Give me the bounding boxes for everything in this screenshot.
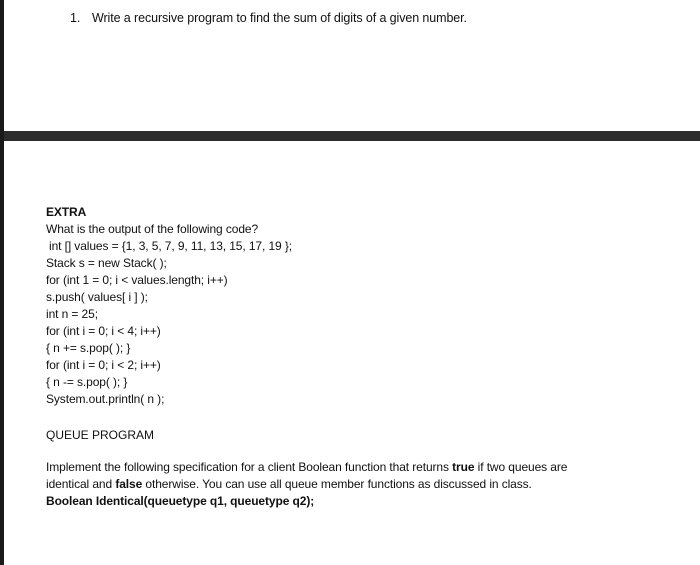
queue-desc-line-1: [46, 459, 567, 476]
code-line: for (int i = 0; i < 2; i++): [46, 358, 161, 372]
queue-desc-line-2: [46, 476, 567, 493]
code-line: for (int 1 = 0; i < values.length; i++): [46, 273, 228, 287]
extra-prompt: What is the output of the following code?: [46, 222, 259, 236]
code-line: s.push( values[ i ] );: [46, 290, 148, 304]
question-text: Write a recursive program to find the sum of digits of a given number.: [92, 11, 467, 25]
code-line: Stack s = new Stack( );: [46, 256, 167, 270]
page-bottom: [4, 141, 700, 565]
code-line: int [] values = {1, 3, 5, 7, 9, 11, 13, 15, 17, 19 };: [49, 239, 292, 253]
code-line: { n += s.pop( ); }: [46, 341, 131, 355]
question-1: [70, 11, 467, 25]
question-number: 1.: [70, 11, 81, 25]
queue-title: QUEUE PROGRAM: [46, 428, 155, 442]
page-divider: [4, 131, 700, 141]
code-line: for (int i = 0; i < 4; i++): [46, 324, 161, 338]
code-line: System.out.println( n );: [46, 392, 165, 406]
queue-desc-text: identical and: [46, 477, 116, 491]
extra-section: [46, 204, 292, 408]
queue-desc-text: Implement the following specification for a client Boolean function that returns: [46, 460, 453, 474]
queue-section: [46, 459, 567, 510]
code-line: int n = 25;: [46, 307, 98, 321]
extra-title: EXTRA: [46, 205, 87, 219]
page-top: [4, 0, 700, 131]
function-signature: Boolean Identical(queuetype q1, queuetype q2);: [46, 494, 315, 508]
code-line: { n -= s.pop( ); }: [46, 375, 128, 389]
queue-desc-text: if two queues are: [474, 460, 568, 474]
keyword-false: false: [115, 477, 143, 491]
keyword-true: true: [452, 460, 475, 474]
queue-desc-text: otherwise. You can use all queue member functions as discussed in class.: [142, 477, 532, 491]
